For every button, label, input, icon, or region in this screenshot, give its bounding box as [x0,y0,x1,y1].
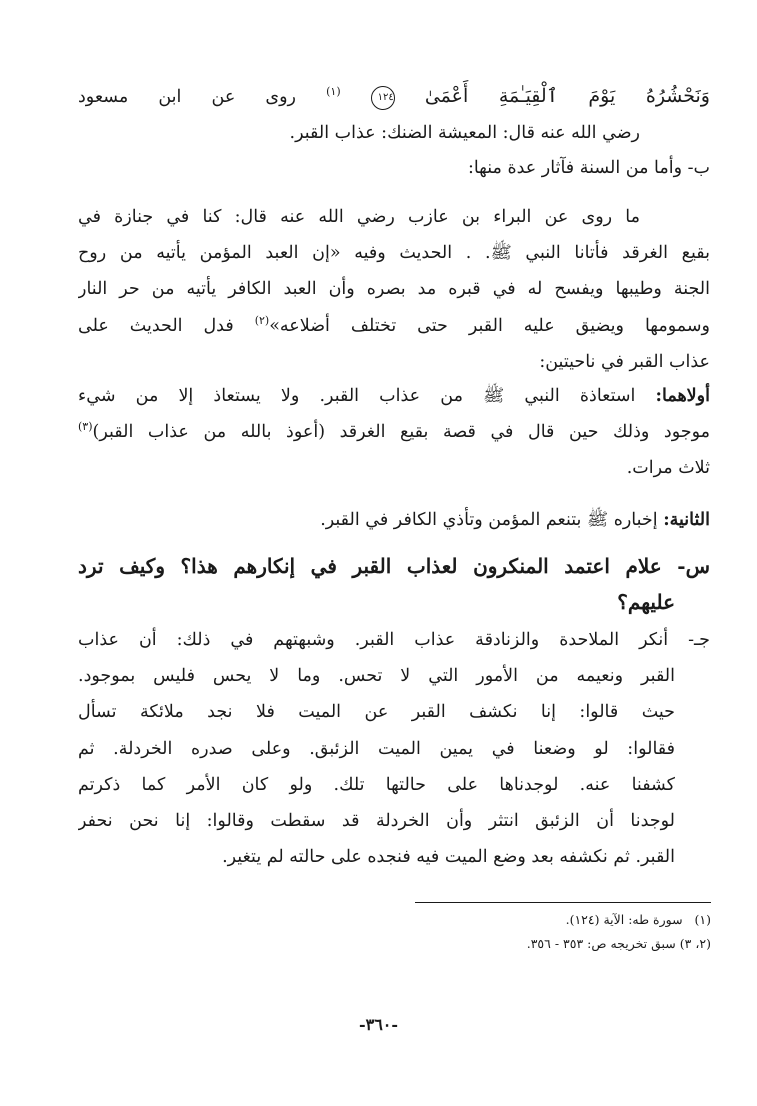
first-point [78,378,710,487]
answer-line: حيث قالوا: إنا نكشف القبر عن الميت فلا نجد ملائكة تسأل [78,702,675,723]
hadith-line: ما روى عن البراء بن عازب رضي الله عنه قال: كنا في جنازة في [78,207,640,227]
footnote-ref-1: (١) [326,85,341,99]
question-block [78,548,710,620]
verse-line-1 [78,78,710,115]
ayah-number: ١٢٤ [371,86,395,110]
answer-marker: جـ- [688,630,710,650]
answer-line: فقالوا: لو وضعنا في يمين الميت الزئبق. وعلى صدره الخردلة. ثم [78,738,675,759]
footnote-ref-2: (٢) [254,313,270,327]
section-b-line [78,150,710,186]
page-number: -٣٦٠- [358,1015,399,1034]
second-point [78,502,710,538]
answer-line: لوجدنا أن الزئبق انتثر وأن الخردلة قد سقطت وقالوا: إنا نحن نحفر [78,811,675,832]
hadith-line: عذاب القبر في ناحيتين: [539,351,710,372]
footnote-divider [415,902,711,903]
hadith-paragraph [78,199,710,380]
footnote-item: (٢، ٣) سبق تخريجه ص: ٣٥٣ - ٣٥٦. [526,936,711,951]
answer-block [78,622,710,875]
footnote-ref-3: (٣) [78,420,93,434]
quran-verse: وَنَحْشُرُهُ يَوْمَ ٱلْقِيَـٰمَةِ أَعْمَىٰ [424,85,710,107]
hadith-line: وسمومها ويضيق عليه القبر حتى تختلف أضلاعه»$^{(٢)}$ فدل الحديث على [78,313,710,336]
first-point-line-2: موجود وذلك حين قال في قصة بقيع الغرقد (أعوذ بالله من عذاب القبر)$^{(٣)}$ [78,420,710,443]
footnote-item: (١) سورة طه: الآية (١٢٤). [565,912,711,927]
hadith-line: بقيع الغرقد فأتانا النبي ﷺ. . الحديث وفيه «إن العبد المؤمن يأتيه من روح [78,243,710,264]
second-point-label: الثانية: [663,510,710,530]
question-line-1: س- علام اعتمد المنكرون لعذاب القبر في إنكارهم هذا؟ وكيف ترد [78,554,710,578]
verse-paragraph [78,78,710,151]
first-point-label: أولاهما: [655,386,710,406]
section-b-marker: ب- [687,158,710,178]
question-line-2: عليهم؟ [617,590,675,615]
answer-line: جـ- أنكر الملاحدة والزنادقة عذاب القبر. وشبهتهم في ذلك: أن عذاب [78,630,710,650]
question-marker: س- [677,554,710,578]
first-point-line-1: أولاهما: استعاذة النبي ﷺ من عذاب القبر. ولا يستعاذ إلا من شيء [78,386,710,406]
answer-line: القبر. ثم نكشفه بعد وضع الميت فيه فنجده على حالته لم يتغير. [222,847,675,868]
second-point-line: الثانية: إخباره ﷺ بتنعم المؤمن وتأذي الكافر في القبر. [320,510,710,530]
section-b [78,150,710,186]
verse-line-2: رضي الله عنه قال: المعيشة الضنك: عذاب القبر. [289,123,640,144]
footnotes [400,908,711,956]
verse-line-1-tail: روى عن ابن مسعود [78,87,296,107]
answer-line: كشفنا عنه. لوجدناها على حالتها تلك. ولو كان الأمر كما ذكرتم [78,774,675,795]
hadith-line: الجنة وطيبها ويفسح له في قبره مد بصره وأن العبد الكافر يأتيه من حر النار [78,279,710,300]
answer-line: القبر ونعيمه من الأمور التي لا تحس. وما لا يحس فليس بموجود. [78,666,675,687]
section-b-text: وأما من السنة فآثار عدة منها: [467,158,683,178]
first-point-line-3: ثلاث مرات. [626,458,710,479]
